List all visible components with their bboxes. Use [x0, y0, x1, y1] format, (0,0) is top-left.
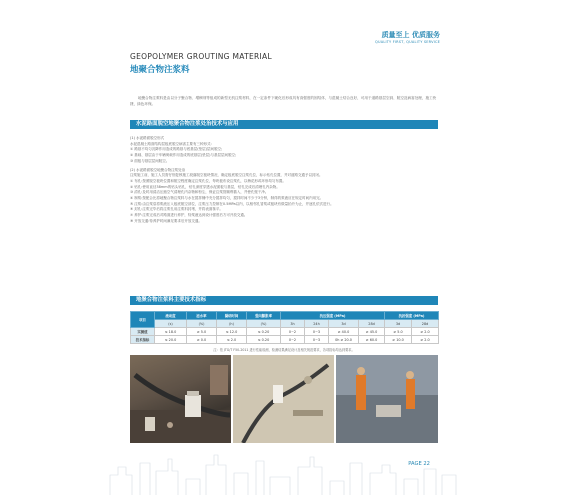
table-unit-cell: 28d	[359, 320, 385, 328]
construction-photo-grouting	[130, 355, 231, 443]
table-cell: ≤ 12.0	[217, 328, 247, 336]
section-heading-grouting: 水泥路面脱空地聚合物注浆处治技术与应用	[130, 120, 438, 129]
page-title-cn: 地聚合物注浆料	[130, 65, 190, 75]
table-unit-cell: 3h	[281, 320, 305, 328]
body-line: ① 布孔:按照脱空板块位置和脱空程度确定注浆孔位，每块板布设注浆孔，以梅花形或环形均匀布置。	[130, 178, 286, 183]
table-cell: ≥ 2.0	[412, 336, 439, 344]
body-line: ⑥ 封孔:注浆完毕后将注浆孔用注浆料封堵，并将表面抹平。	[130, 207, 223, 212]
table-cell: 0h ≥ 20.0	[329, 336, 359, 344]
body-line: 水泥混凝土路面结构层板底脱空病害主要有三种形式:	[130, 141, 212, 146]
page-title-en: GEOPOLYMER GROUTING MATERIAL	[130, 52, 272, 61]
table-unit-cell: (%)	[247, 320, 281, 328]
table-cell: ≥ 40.0	[329, 328, 359, 336]
table-cell: ≥ 10.0	[385, 336, 412, 344]
table-cell: 0~3	[305, 328, 329, 336]
body-line: ④ 制浆:按配合比将地聚合物注浆料与水在搅拌桶中充分搅拌均匀，搅拌时间不少于3分钟，制得的浆液应在规定时间内用完。	[130, 196, 324, 201]
table-unit-row	[131, 320, 439, 328]
table-cell: ≤ 0.20	[247, 336, 281, 344]
construction-photo-workers	[336, 355, 438, 443]
table-unit-cell: 28d	[412, 320, 439, 328]
body-line: ② 钻孔:使用直径38mm的钻头钻孔，钻孔深度穿透水泥面板与基层，钻孔完成后清理孔内杂物。	[130, 184, 280, 189]
table-unit-cell: (h)	[217, 320, 247, 328]
table-row	[131, 336, 439, 344]
body-line: (1) 水泥路面脱空形式	[130, 136, 165, 140]
table-cell: 0~2	[281, 336, 305, 344]
spec-table	[130, 311, 439, 344]
table-header-row	[131, 312, 439, 320]
body-line: ③ 面板与基层层间脱空。	[130, 158, 170, 163]
body-line: ② 基础、基层由于车辆荷载作用造成的底基层(垫层)与基层层间脱空;	[130, 153, 237, 158]
table-unit-cell: 3d	[385, 320, 412, 328]
table-cell: ≤ 2.0	[217, 336, 247, 344]
body-line: ⑧ 开放交通:待养护时间满足要求后开放交通。	[130, 218, 202, 223]
table-cell: ≥ 45.0	[359, 328, 385, 336]
table-cell: ≥ 60.0	[359, 336, 385, 344]
tagline-en: QUALITY FIRST, QUALITY SERVICE	[375, 40, 440, 44]
table-header-cell: 流动度	[155, 312, 187, 320]
body-line: ⑦ 养护:注浆完成后对路面进行养护，待浆液达到设计强度后方可开放交通。	[130, 213, 248, 218]
table-header-cell: 凝结时间	[217, 312, 247, 320]
table-cell: 0~3	[305, 336, 329, 344]
construction-photo-pipe	[233, 355, 334, 443]
table-header-cell: 泌水率	[187, 312, 217, 320]
table-unit-cell: 3d	[329, 320, 359, 328]
table-cell: 0~2	[281, 328, 305, 336]
body-line: ⑤ 注浆:由注浆泵将浆液压入板底脱空部位，注浆压力控制在0.5MPa以内，以相邻孔冒浆或板块有微量抬升为止，并逐孔依次进行。	[130, 201, 334, 206]
table-cell: ≤ 20.0	[155, 336, 187, 344]
table-header-cell: 竖向膨胀率	[247, 312, 281, 320]
page-number: PAGE 22	[408, 461, 430, 467]
table-cell: ≤ 18.0	[155, 328, 187, 336]
section-heading-specs: 地聚合物注浆料主要技术指标	[130, 296, 438, 305]
table-row	[131, 328, 439, 336]
table-unit-cell: 24h	[305, 320, 329, 328]
table-cell: ≥ 5.0	[385, 328, 412, 336]
body-line: ① 路基不均匀沉降作用造成的路基与底基层(垫层)层间脱空;	[130, 147, 223, 152]
table-note: 注：依 JTG/T F50-2011 进行性能检测，检测结果满足设计及相关规范要求，各项指标均达到要求。	[213, 348, 355, 352]
table-row-label: 实测值	[131, 328, 155, 336]
table-header-cell: 项目	[131, 312, 155, 328]
city-skyline-decoration	[0, 445, 568, 495]
body-line: ③ 清孔:及时用清洁压缩空气清理孔内杂物和粉尘，保证注浆管顺利插入，并使孔壁干净。	[130, 190, 269, 195]
table-header-cell: 抗折强度 (MPa)	[385, 312, 439, 320]
table-row-label: 技术指标	[131, 336, 155, 344]
intro-paragraph: 地聚合物注浆料是由以分子聚合物、增稠剂等组成的新型无机注浆材料，在一定条件下硬化后形成具有高强度的固结体，与混凝土结合良好，可用于道路基层空洞、脱空及病害处理，施工快捷，绿色环保。	[130, 96, 437, 106]
table-cell: ≤ 0.20	[247, 328, 281, 336]
table-cell: ≥ 2.0	[412, 328, 439, 336]
table-cell: ≥ 0.0	[187, 336, 217, 344]
section-body	[130, 136, 438, 225]
body-line: (2) 水泥路面脱空地聚合物注浆处治	[130, 167, 186, 172]
table-cell: ≥ 5.0	[187, 328, 217, 336]
table-unit-cell: (%)	[187, 320, 217, 328]
tagline-cn: 质量至上 优质服务	[381, 31, 440, 39]
table-header-cell: 抗压强度 (MPa)	[281, 312, 385, 320]
table-unit-cell: (s)	[155, 320, 187, 328]
body-line: 注浆施工前，施工人员需仔细复核施工段落脱空板块情况，确定板底脱空注浆孔位，标示钻孔位置，并对道路交通予以封闭。	[130, 173, 323, 178]
